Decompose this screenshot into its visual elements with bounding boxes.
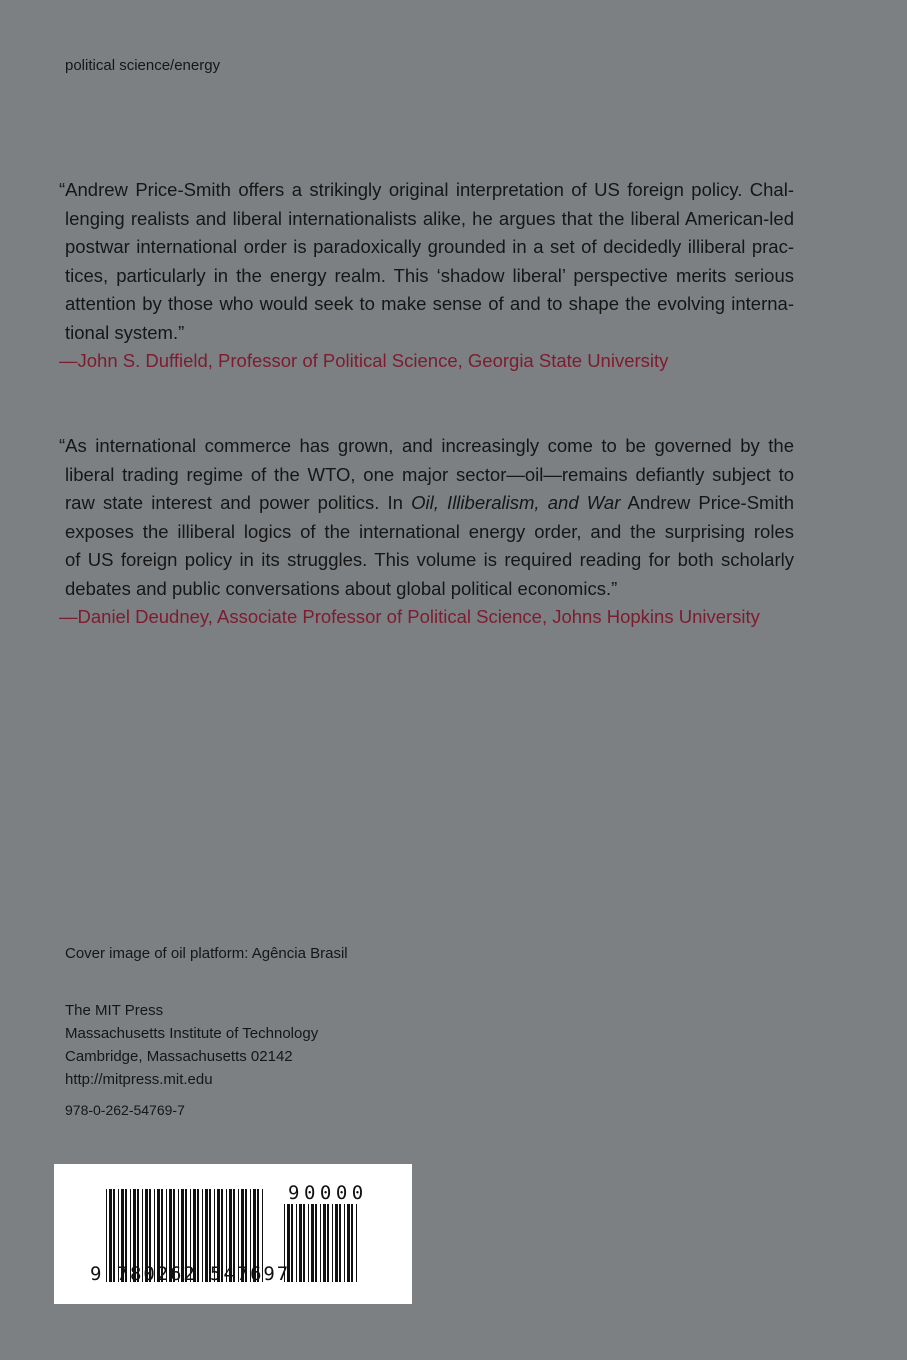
barcode-bar (347, 1204, 350, 1282)
blurb-line: attention by those who would seek to make sense of and to shape the evolving interna- (65, 293, 794, 314)
barcode-bar (303, 1204, 305, 1282)
barcode (54, 1164, 412, 1304)
book-title: Oil, Illiberalism, and War (411, 492, 621, 513)
barcode-bar (351, 1204, 353, 1282)
barcode-bar (323, 1204, 326, 1282)
blurb-line: tional system.” (65, 321, 185, 343)
blurb-line-start: raw state interest and power politics. In (65, 492, 403, 513)
blurb-line: liberal trading regime of the WTO, one major sector—oil—remains defiantly subject to (65, 463, 794, 485)
barcode-bar (291, 1204, 293, 1282)
category-label: political science/energy (65, 57, 221, 74)
blurb-line: of US foreign policy in its struggles. This volume is required reading for both scholarly (65, 549, 794, 570)
blurb-attribution: —John S. Duffield, Professor of Political Science, Georgia State University (59, 350, 669, 371)
blurb-line: lenging realists and liberal internationalists alike, he argues that the liberal American-led (65, 207, 794, 229)
blurb-line: debates and public conversations about global political economics.” (65, 577, 618, 599)
blurb-duffield (59, 176, 794, 376)
blurb-line: “As international commerce has grown, and increasingly come to be governed by the (59, 435, 794, 456)
barcode-bar (339, 1204, 341, 1282)
publisher-block (65, 999, 318, 1091)
publisher-address: Cambridge, Massachusetts 02142 (65, 1048, 293, 1065)
barcode-bar (344, 1204, 345, 1282)
publisher-institution: Massachusetts Institute of Technology (65, 1025, 319, 1042)
cover-credit: Cover image of oil platform: Agência Brasil (65, 945, 348, 962)
barcode-bar (335, 1204, 338, 1282)
blurb-deudney (59, 432, 794, 632)
barcode-digits: 9 780262 547697 (90, 1263, 291, 1285)
barcode-bar (327, 1204, 329, 1282)
blurb-line: tices, particularly in the energy realm. This ‘shadow liberal’ perspective merits serious (65, 264, 794, 286)
blurb-line: postwar international order is paradoxically grounded in a set of decidedly illiberal prac- (65, 236, 794, 257)
publisher-url: http://mitpress.mit.edu (65, 1071, 213, 1088)
barcode-bar (299, 1204, 302, 1282)
barcode-bar (356, 1204, 357, 1282)
blurb-line-with-title (59, 489, 794, 518)
barcode-bar (311, 1204, 314, 1282)
isbn-number: 978-0-262-54769-7 (65, 1102, 185, 1118)
blurb-line-end: Andrew Price-Smith (627, 492, 795, 513)
blurb-line: exposes the illiberal logics of the international energy order, and the surprising roles (65, 520, 794, 542)
blurb-line: “Andrew Price-Smith offers a strikingly original interpretation of US foreign policy. Chal- (59, 179, 794, 200)
barcode-addon-digits: 90000 (288, 1182, 368, 1204)
barcode-bar (332, 1204, 333, 1282)
barcode-bar (320, 1204, 321, 1282)
barcode-bar (296, 1204, 297, 1282)
blurb-attribution: —Daniel Deudney, Associate Professor of Political Science, Johns Hopkins University (59, 606, 760, 627)
barcode-bar (315, 1204, 317, 1282)
barcode-bar (308, 1204, 309, 1282)
publisher-name: The MIT Press (65, 1002, 164, 1019)
